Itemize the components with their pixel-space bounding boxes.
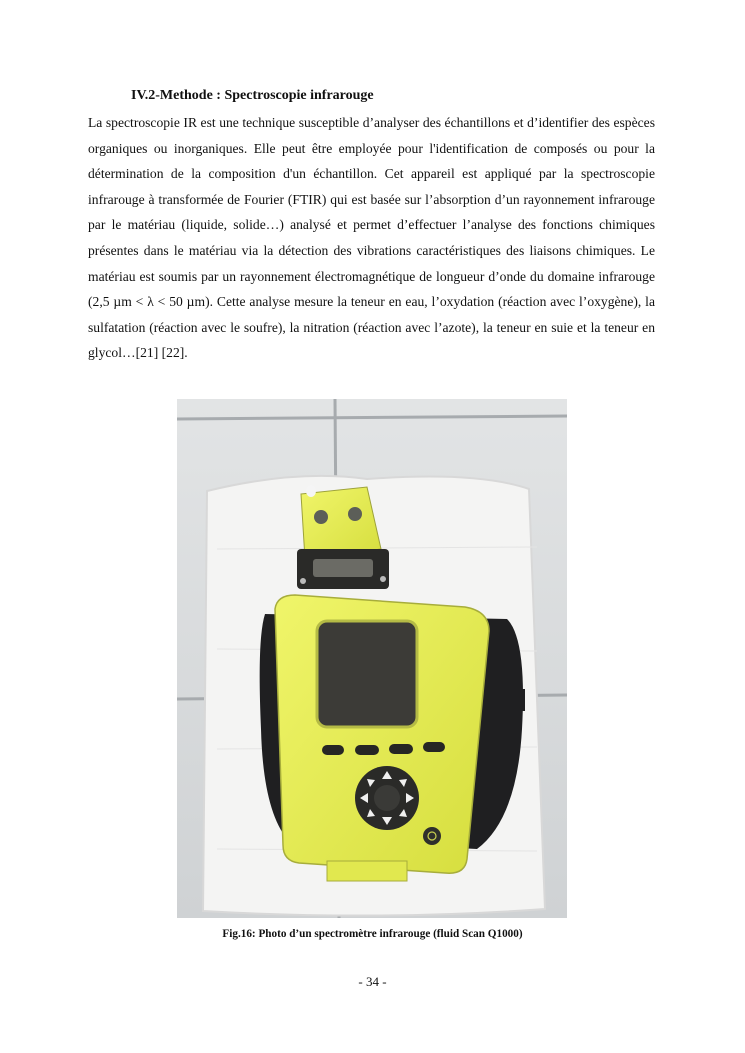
- spectrometer-photo: [177, 399, 567, 918]
- power-button: [423, 827, 441, 845]
- figure-caption: Fig.16: Photo d’un spectromètre infrarouge (fluid Scan Q1000): [222, 928, 523, 940]
- function-button: [389, 744, 413, 754]
- body-paragraph: La spectroscopie IR est une technique susceptible d’analyser des échantillons et d’identifier des espèces organiques ou inorganiques. Elle peut être employée pour l'identification de composés ou pour la détermination de la composition d'un échantillon. Cet appareil est appliqué par la spectroscopie infrarouge à transformée de Fourier (FTIR) qui est basée sur l’absorption d’un rayonnement infrarouge par le matériau (liquide, solide…) analysé et permet d’effectuer l’analyse des fonctions chimiques présentes dans le matériau via la détection des vibrations caractéristiques des liaisons chimiques. Le matériau est soumis par un rayonnement électromagnétique de longueur d’onde du domaine infrarouge (2,5 µm < λ < 50 µm). Cette analyse mesure la teneur en eau, l’oxydation (réaction avec l’oxygène), la sulfatation (réaction avec le soufre), la nitration (réaction avec l’azote), la teneur en suie et la teneur en glycol…[21] [22].: [88, 115, 655, 361]
- function-button: [423, 742, 445, 752]
- device-screen: [317, 621, 417, 727]
- section-heading: IV.2-Methode : Spectroscopie infrarouge: [131, 88, 374, 103]
- function-button: [355, 745, 379, 755]
- sensor-head: [301, 487, 381, 559]
- function-button: [322, 745, 344, 755]
- page-number: - 34 -: [358, 974, 387, 989]
